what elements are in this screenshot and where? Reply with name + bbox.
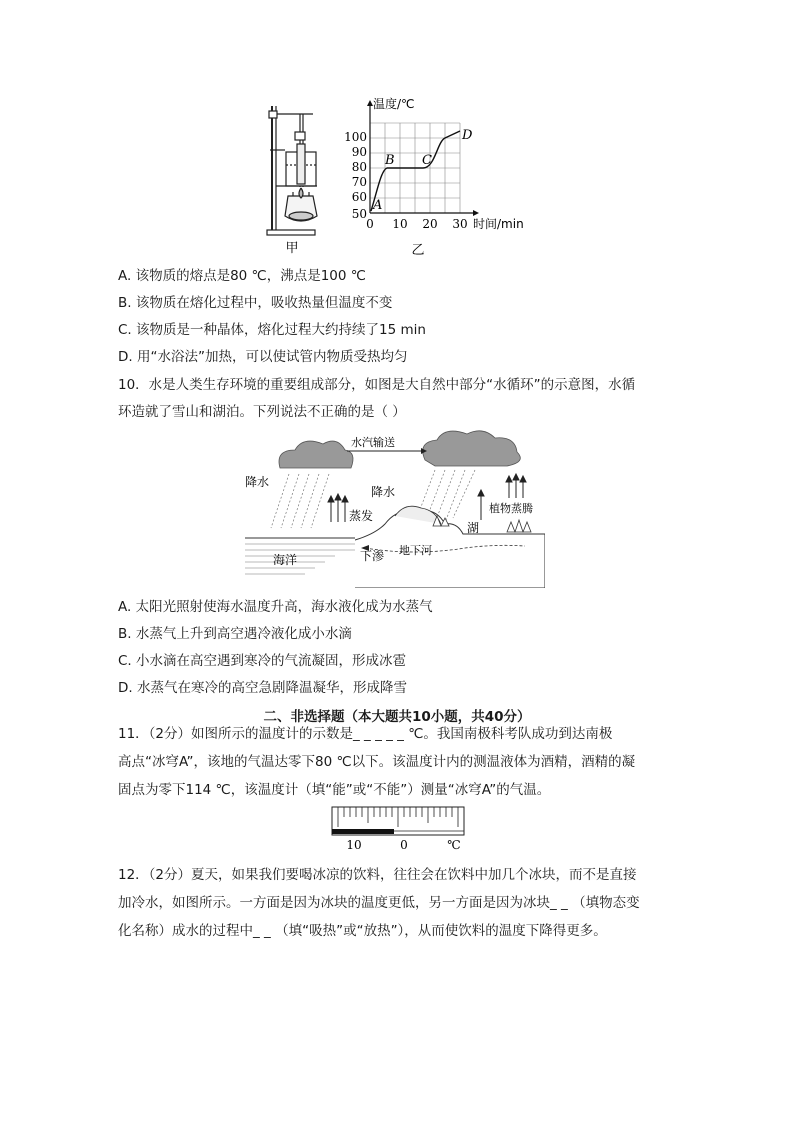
label-water-transport: 水汽输送 [351, 436, 395, 449]
x-axis-label: 时间/min [473, 217, 524, 231]
q9-option-b: B. 该物质在熔化过程中，吸收热量但温度不变 [118, 295, 393, 311]
fig9-figure [255, 92, 545, 262]
heating-curve [371, 131, 460, 211]
thermometer-figure [328, 805, 468, 855]
thermo-label-0: 0 [400, 838, 408, 852]
q11-line3: 固点为零下114 ℃，该温度计（填“能”或“不能”）测量“冰穹A”的气温。 [118, 782, 551, 798]
x-tick: 20 [422, 217, 438, 231]
temperature-time-graph [344, 96, 524, 231]
thermometer-liquid-column [332, 829, 394, 834]
y-tick: 60 [351, 190, 367, 204]
q10-option-a: A. 太阳光照射使海水温度升高，海水液化成为水蒸气 [118, 599, 433, 615]
heating-apparatus-drawing [267, 106, 317, 235]
q12-line2: 加冷水，如图所示。一方面是因为冰块的温度更低，另一方面是因为冰块_ _ （填物态变 [118, 895, 640, 911]
label-ocean: 海洋 [273, 553, 298, 567]
q9-option-a: A. 该物质的熔点是80 ℃，沸点是100 ℃ [118, 268, 366, 284]
label-precip-left: 降水 [245, 475, 270, 489]
x-tick: 10 [392, 217, 408, 231]
point-d-label: D [462, 128, 473, 143]
q9-option-c: C. 该物质是一种晶体，熔化过程大约持续了15 min [118, 322, 426, 338]
y-tick: 70 [351, 175, 367, 189]
q10-option-b: B. 水蒸气上升到高空遇冷液化成小水滴 [118, 626, 352, 642]
label-jia: 甲 [285, 241, 299, 256]
y-axis-label: 温度/℃ [373, 97, 415, 111]
point-b-label: B [385, 153, 395, 168]
label-lake: 湖 [467, 521, 480, 535]
x-tick: 0 [366, 217, 374, 231]
q12-line3: 化名称）成水的过程中_ _ （填“吸热”或“放热”），从而使饮料的温度下降得更多。 [118, 923, 607, 939]
q10-stem-line2: 环造就了雪山和湖泊。下列说法不正确的是（ ） [118, 404, 406, 420]
y-tick: 90 [351, 145, 367, 159]
label-underground-river: 地下河 [399, 544, 432, 557]
q12-line1: 12．（2分）夏天，如果我们要喝冰凉的饮料，往往会在饮料中加几个冰块，而不是直接 [118, 867, 637, 883]
point-c-label: C [422, 153, 432, 168]
q10-stem-line1: 10．水是人类生存环境的重要组成部分，如图是大自然中部分“水循环”的示意图，水循 [118, 377, 636, 393]
q10-option-c: C. 小水滴在高空遇到寒冷的气流凝固，形成冰雹 [118, 653, 407, 669]
y-tick: 100 [344, 130, 367, 144]
label-yi: 乙 [411, 243, 425, 258]
label-seepage: 下渗 [360, 549, 385, 563]
label-plant-transpiration: 植物蒸腾 [489, 502, 533, 515]
thermo-label-unit: ℃ [447, 838, 461, 852]
q11-line1: 11．（2分）如图所示的温度计的示数是_ _ _ _ _ ℃。我国南极科考队成功到达南极 [118, 726, 613, 742]
label-evaporation: 蒸发 [349, 509, 374, 523]
section-2-title: 二、非选择题（本大题共10小题，共40分） [263, 709, 531, 725]
y-tick: 50 [351, 207, 367, 221]
x-tick: 30 [452, 217, 468, 231]
q9-option-d: D. 用“水浴法”加热，可以使试管内物质受热均匀 [118, 349, 408, 365]
y-tick: 80 [351, 160, 367, 174]
thermo-label-10: 10 [346, 838, 362, 852]
water-cycle-figure [245, 428, 545, 588]
label-precip-right: 降水 [371, 485, 396, 499]
point-a-label: A [373, 198, 383, 213]
q11-line2: 高点“冰穹A”，该地的气温达零下80 ℃以下。该温度计内的测温液体为酒精，酒精的凝 [118, 754, 636, 770]
q10-option-d: D. 水蒸气在寒冷的高空急剧降温凝华，形成降雪 [118, 680, 407, 696]
